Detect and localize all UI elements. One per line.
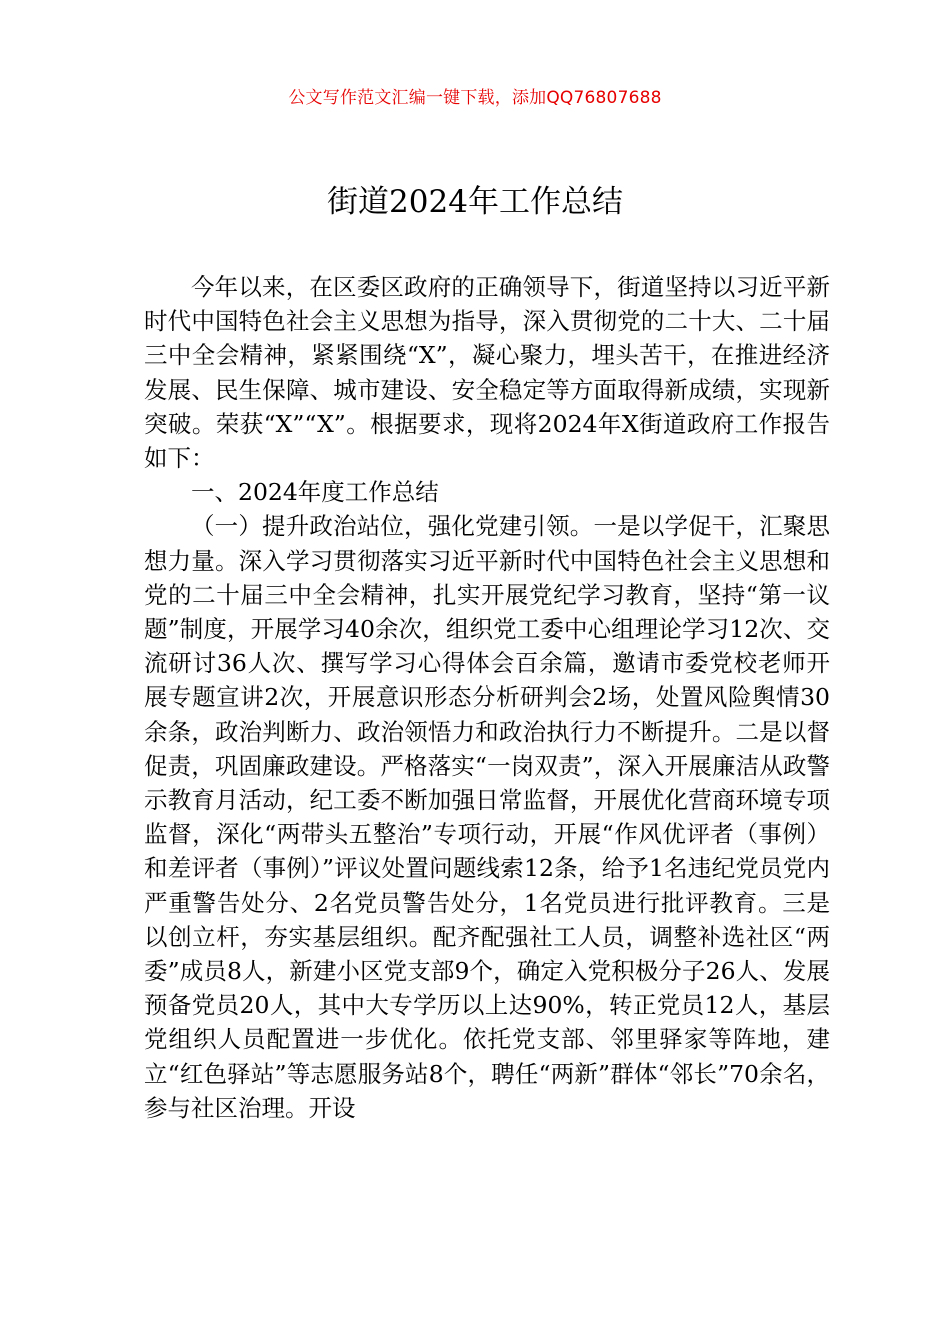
document-title: 街道2024年工作总结 [327, 184, 623, 220]
section-heading: 一、2024年度工作总结 [191, 478, 439, 507]
document-body [144, 270, 830, 1125]
paragraph-intro: 今年以来，在区委区政府的正确领导下，街道坚持以习近平新时代中国特色社会主义思想为指导，深入贯彻党的二十大、二十届三中全会精神，紧紧围绕“X”，凝心聚力，埋头苦干，在推进经济发展、民生保障、城市建设、安全稳定等方面取得新成绩，实现新突破。荣获“X”“X”。根据要求，现将2024年X街道政府工作报告如下： [144, 273, 830, 473]
paragraph-party-building: （一）提升政治站位，强化党建引领。一是以学促干，汇聚思想力量。深入学习贯彻落实习近平新时代中国特色社会主义思想和党的二十届三中全会精神，扎实开展党纪学习教育，坚持“第一议题”制度，开展学习40余次，组织党工委中心组理论学习12次、交流研讨36人次、撰写学习心得体会百余篇，邀请市委党校老师开展专题宣讲2次，开展意识形态分析研判会2场，处置风险舆情30余条，政治判断力、政治领悟力和政治执行力不断提升。二是以督促责，巩固廉政建设。严格落实“一岗双责”，深入开展廉洁从政警示教育月活动，纪工委不断加强日常监督，开展优化营商环境专项监督，深化“两带头五整治”专项行动，开展“作风优评者（事例）和差评者（事例）”评议处置问题线索12条，给予1名违纪党员党内严重警告处分、2名党员警告处分，1名党员进行批评教育。三是以创立杆，夯实基层组织。配齐配强社工人员，调整补选社区“两委”成员8人，新建小区党支部9个，确定入党积极分子26人、发展预备党员20人，其中大专学历以上达90%，转正党员12人，基层党组织人员配置进一步优化。依托党支部、邻里驿家等阵地，建立“红色驿站”等志愿服务站8个，聘任“两新”群体“邻长”70余名，参与社区治理。开设 [144, 512, 830, 1122]
promo-header: 公文写作范文汇编一键下载，添加QQ76807688 [288, 88, 662, 108]
